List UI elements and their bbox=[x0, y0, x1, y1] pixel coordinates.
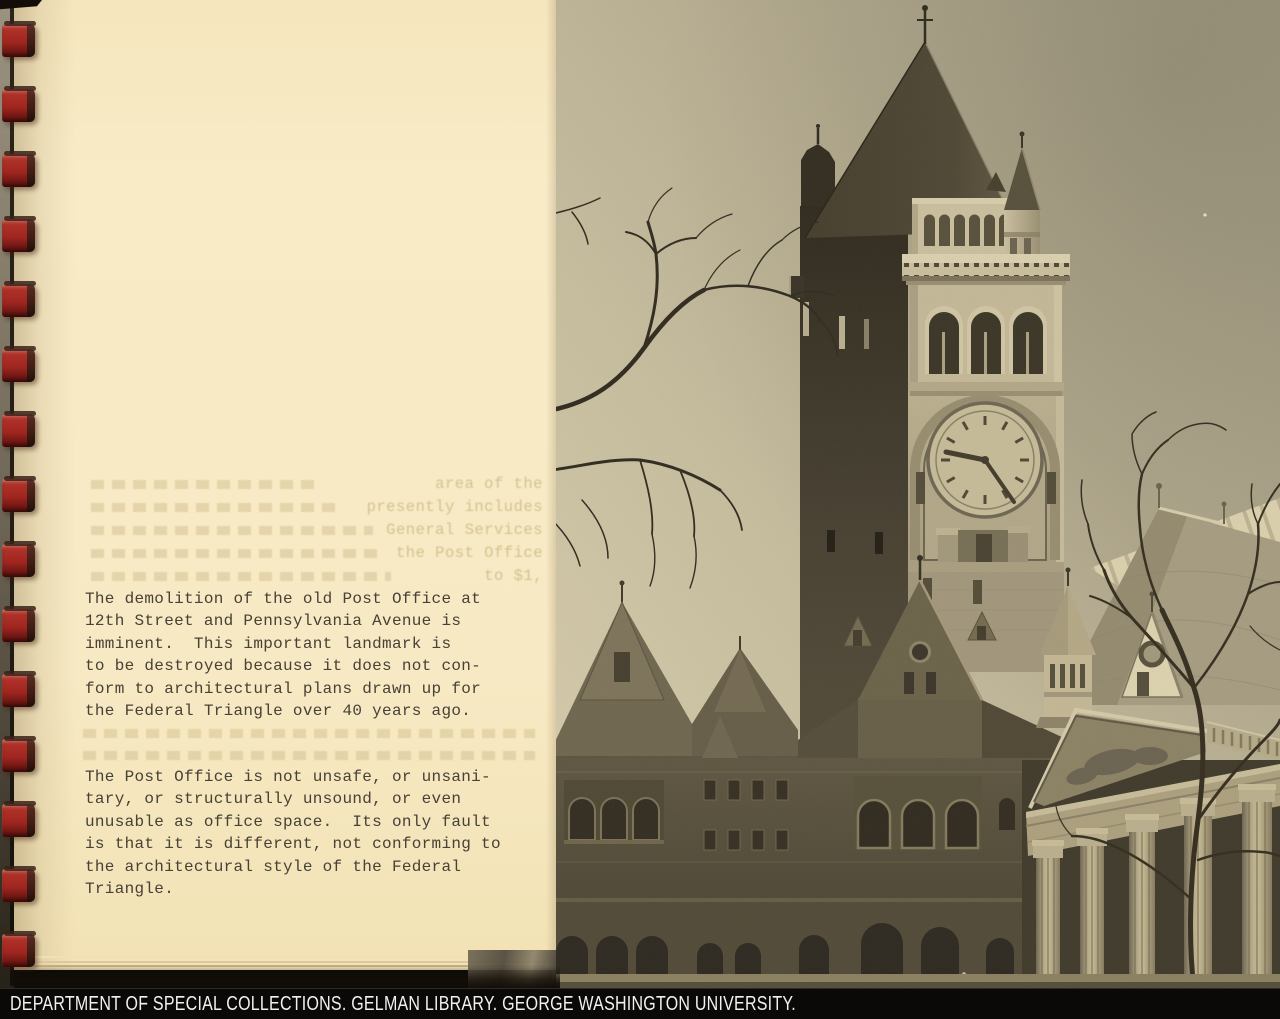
book-page-left bbox=[11, 0, 556, 970]
binding-ring bbox=[2, 154, 35, 187]
ghost-smudge-line bbox=[83, 751, 535, 760]
binding-ring bbox=[2, 24, 35, 57]
photo-illustration bbox=[552, 0, 1280, 990]
binding-ring bbox=[2, 934, 35, 967]
binding-ring bbox=[2, 804, 35, 837]
binding-ring bbox=[2, 89, 35, 122]
text-line: imminent. This important landmark is bbox=[85, 634, 452, 653]
ghost-smudge-line bbox=[91, 526, 373, 535]
binding-ring bbox=[2, 674, 35, 707]
page-bottom-shadow bbox=[0, 966, 560, 990]
ghost-smudge-line bbox=[91, 549, 383, 558]
binding-ring bbox=[2, 349, 35, 382]
binding-rings bbox=[0, 0, 40, 990]
binding-ring bbox=[2, 609, 35, 642]
photo-old-post-office bbox=[552, 0, 1280, 990]
caption-bar bbox=[0, 988, 1280, 1019]
caption-text: DEPARTMENT OF SPECIAL COLLECTIONS. GELMAN LIBRARY. GEORGE WASHINGTON UNIVERSITY. bbox=[10, 993, 796, 1015]
ghost-text-line: presently includes bbox=[366, 498, 543, 516]
text-line: to be destroyed because it does not con- bbox=[85, 657, 482, 676]
text-line: The demolition of the old Post Office at bbox=[85, 590, 482, 608]
ghost-text-line: the Post Office bbox=[395, 544, 543, 562]
binding-ring bbox=[2, 284, 35, 317]
ghost-text-line: General Services bbox=[386, 521, 543, 539]
text-line: The Post Office is not unsafe, or unsani- bbox=[85, 768, 491, 786]
paragraph-demolition bbox=[85, 588, 481, 722]
ghost-text-line: area of the bbox=[435, 475, 543, 493]
ghost-smudge-line bbox=[91, 480, 319, 489]
text-line: 12th Street and Pennsylvania Avenue is bbox=[85, 612, 462, 631]
paragraph-not-unsafe bbox=[85, 766, 501, 900]
ghost-smudge-line bbox=[83, 729, 535, 738]
ghost-text-line: to $1, bbox=[484, 567, 543, 585]
text-line: unusable as office space. Its only fault bbox=[85, 812, 491, 831]
text-line: Triangle. bbox=[85, 880, 175, 899]
ghost-smudge-line bbox=[91, 503, 339, 512]
text-line: tary, or structurally unsound, or even bbox=[85, 790, 462, 809]
ghost-smudge-line bbox=[91, 572, 391, 581]
binding-ring bbox=[2, 219, 35, 252]
text-line: the Federal Triangle over 40 years ago. bbox=[85, 702, 472, 721]
binding-ring bbox=[2, 869, 35, 902]
binding-ring bbox=[2, 479, 35, 512]
text-line: is that it is different, not conforming to bbox=[85, 835, 501, 854]
binding-ring bbox=[2, 544, 35, 577]
text-line: the architectural style of the Federal bbox=[85, 857, 462, 876]
binding-ring bbox=[2, 739, 35, 772]
text-line: form to architectural plans drawn up for bbox=[85, 679, 482, 698]
binding-ring bbox=[2, 414, 35, 447]
